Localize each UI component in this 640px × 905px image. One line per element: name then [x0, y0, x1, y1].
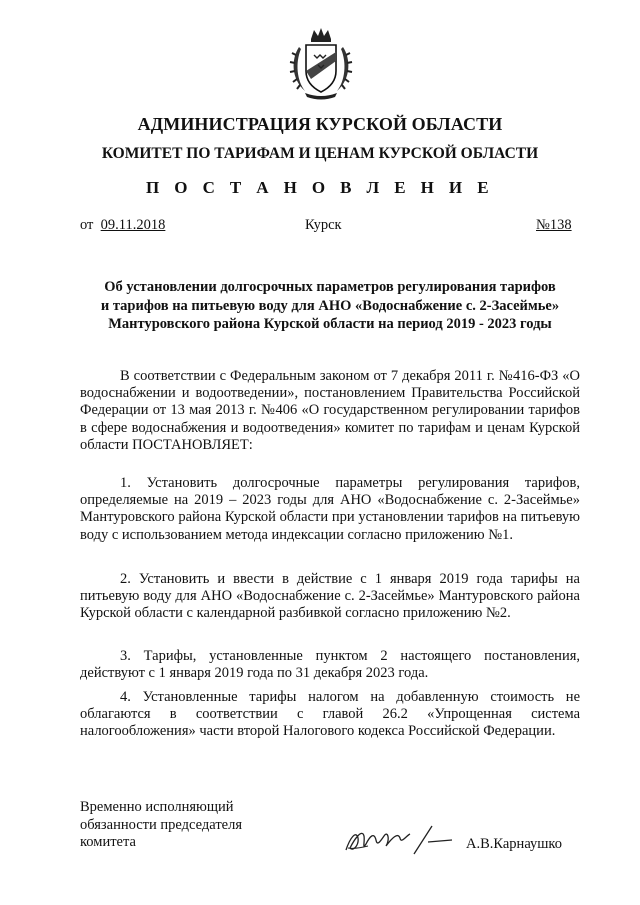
- handwritten-signature: [340, 818, 458, 860]
- coat-of-arms-icon: [287, 25, 355, 101]
- date-value: 09.11.2018: [100, 217, 166, 233]
- document-date: [80, 217, 165, 234]
- signatory-name: А.В.Карнаушко: [466, 836, 562, 852]
- document-number: №138: [536, 217, 572, 233]
- signatory-line: комитета: [80, 834, 136, 850]
- signatory-line: обязанности председателя: [80, 816, 242, 833]
- subject-line: и тарифов на питьевую воду для АНО «Водоснабжение с. 2-Засеймье»: [100, 297, 560, 314]
- item-3-container: [80, 648, 580, 682]
- item-4-paragraph: 4. Установленные тарифы налогом на добавленную стоимость не облагаются в соответствии с главой 26.2 «Упрощенная система налогообложения» части второй Налогового кодекса Российской Федерации.: [80, 689, 580, 740]
- committee-title: КОМИТЕТ ПО ТАРИФАМ И ЦЕНАМ КУРСКОЙ ОБЛАСТИ: [101, 145, 539, 162]
- item-1-paragraph: 1. Установить долгосрочные параметры регулирования тарифов, определяемые на 2019 – 2023 годы для АНО «Водоснабжение с. 2-Засеймье» Мантуровского района Курской области при установлении тарифов на питьевую воду с использованием метода индексации согласно приложению №1.: [80, 475, 580, 543]
- document-body: [80, 368, 580, 454]
- document-city: Курск: [305, 217, 342, 233]
- item-3-paragraph: 3. Тарифы, установленные пунктом 2 настоящего постановления, действуют с 1 января 2019 года по 31 декабря 2023 года.: [80, 648, 580, 682]
- item-2-container: [80, 571, 580, 623]
- item-4-container: [80, 689, 580, 741]
- item-2-paragraph: 2. Установить и ввести в действие с 1 января 2019 года тарифы на питьевую воду для АНО «Водоснабжение с. 2-Засеймье» Мантуровского района Курской области с календарной разбивкой согласно приложению №2.: [80, 571, 580, 622]
- signatory-title: [80, 799, 242, 852]
- date-prefix: от: [80, 217, 94, 233]
- document-subject: [80, 278, 580, 334]
- preamble-paragraph: В соответствии с Федеральным законом от 7 декабря 2011 г. №416-ФЗ «О водоснабжении и водоотведении», постановлением Правительства Российской Федерации от 13 мая 2013 г. №406 «О государственном регулировании тарифов в сфере водоснабжения и водоотведения» комитет по тарифам и ценам Курской области ПОСТАНОВЛЯЕТ:: [80, 368, 580, 453]
- item-1-container: [80, 475, 580, 544]
- administration-title: АДМИНИСТРАЦИЯ КУРСКОЙ ОБЛАСТИ: [137, 114, 503, 134]
- signatory-line: Временно исполняющий: [80, 799, 234, 815]
- subject-line: Мантуровского района Курской области на период 2019 - 2023 годы: [108, 316, 552, 332]
- document-type-title: П О С Т А Н О В Л Е Н И Е: [146, 178, 494, 197]
- subject-line: Об установлении долгосрочных параметров регулирования тарифов: [104, 279, 556, 295]
